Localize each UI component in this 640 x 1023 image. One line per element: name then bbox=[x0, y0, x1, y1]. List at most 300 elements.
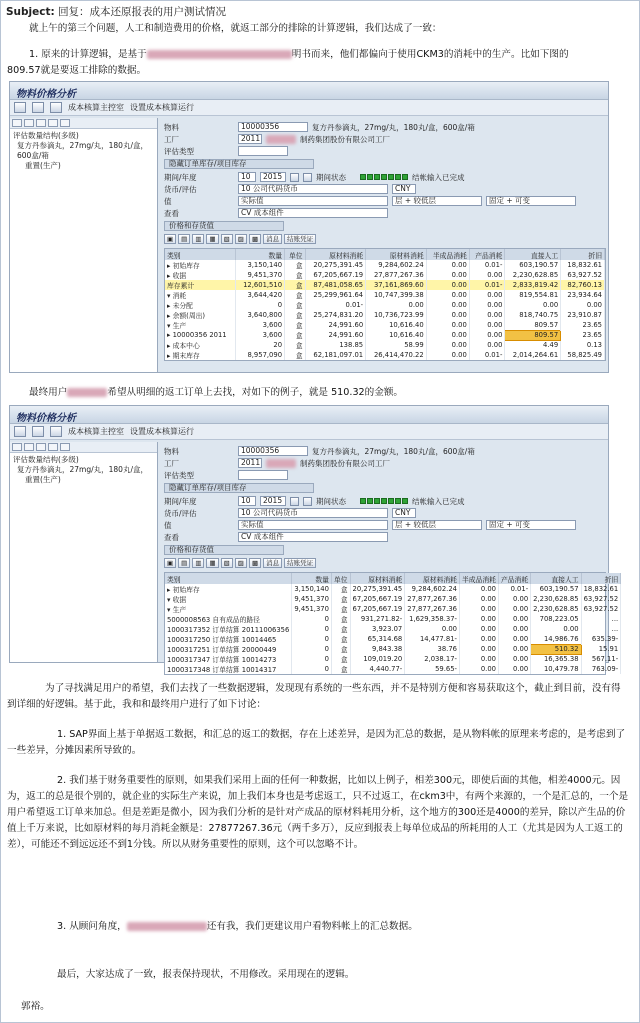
table-row[interactable] bbox=[165, 614, 621, 624]
table-cell: 3,640,800 bbox=[236, 310, 285, 320]
table-cell: 3,600 bbox=[236, 330, 285, 340]
grid-tool-icon[interactable]: ▣ bbox=[164, 234, 176, 244]
table-cell: 9,451,370 bbox=[292, 594, 332, 604]
column-header[interactable]: 产品消耗 bbox=[498, 573, 530, 584]
table-cell: 763.09- bbox=[581, 664, 621, 674]
table-row[interactable] bbox=[165, 350, 605, 360]
column-header[interactable]: 类别 bbox=[165, 573, 292, 584]
column-header[interactable]: 原材料消耗 bbox=[350, 573, 405, 584]
toolbar-costing-cockpit[interactable]: 成本核算主控室 bbox=[68, 103, 124, 112]
table-cell: 37,161,869.60 bbox=[366, 280, 427, 290]
grid-toolbar bbox=[164, 558, 316, 569]
redacted-text bbox=[147, 50, 292, 59]
toolbar-costing-run[interactable]: 设置成本核算运行 bbox=[130, 103, 194, 112]
tree-tool-icon[interactable] bbox=[12, 119, 22, 127]
column-header[interactable]: 折旧 bbox=[581, 573, 621, 584]
intro-paragraph: 就上午的第三个问题，人工和制造费用的价格，就返工部分的排除的计算逻辑，我们达成了一致： bbox=[29, 23, 442, 34]
back-icon[interactable] bbox=[14, 102, 26, 113]
status-lamps-icon bbox=[360, 174, 408, 180]
middle-paragraph bbox=[7, 385, 629, 401]
price-stock-group[interactable]: 价格和存货值 bbox=[164, 221, 284, 231]
grid-tool-icon[interactable]: ▨ bbox=[235, 558, 247, 568]
table-cell: 盒 bbox=[331, 584, 350, 594]
column-header[interactable]: 单位 bbox=[285, 249, 306, 260]
table-cell: 0.00 bbox=[459, 634, 498, 644]
find-paragraph: 为了寻找满足用户的希望，我们去找了一些数据逻辑，发现现有系统的一些东西，并不是特别方便和容易获取这个，截止到目前，没有得到详细的好逻辑。基于此，我和和最终用户进行了如下讨论： bbox=[7, 683, 621, 710]
table-cell: 盒 bbox=[285, 300, 306, 310]
table-cell: 24,991.60 bbox=[305, 320, 366, 330]
table-cell: 盒 bbox=[331, 644, 350, 654]
table-cell: 10,616.40 bbox=[366, 320, 427, 330]
table-cell: ▸ 初始库存 bbox=[165, 260, 236, 270]
table-cell: 27,877,267.36 bbox=[405, 604, 460, 614]
table-cell: 0.00 bbox=[498, 624, 530, 634]
grid-tool-icon[interactable]: ▦ bbox=[206, 558, 218, 568]
table-row[interactable] bbox=[165, 330, 605, 340]
table-cell: 0.01- bbox=[469, 260, 505, 270]
table-cell: 0 bbox=[292, 614, 332, 624]
redacted-text bbox=[127, 922, 207, 931]
table-row[interactable] bbox=[165, 584, 621, 594]
table-row[interactable] bbox=[165, 644, 621, 654]
table-cell: 2,038.17- bbox=[405, 654, 460, 664]
table-row[interactable] bbox=[165, 604, 621, 614]
table-cell: 67,205,667.19 bbox=[305, 270, 366, 280]
table-cell: 2,230,628.85 bbox=[531, 594, 581, 604]
table-cell: 9,451,370 bbox=[236, 270, 285, 280]
table-cell: 盒 bbox=[285, 270, 306, 280]
table-cell: 0 bbox=[292, 654, 332, 664]
value-label: 值 bbox=[164, 196, 172, 206]
table-cell: 23,910.87 bbox=[561, 310, 605, 320]
table-cell: 0.00 bbox=[459, 624, 498, 634]
period-label: 期间/年度 bbox=[164, 496, 197, 506]
status-text: 结帐输入已完成 bbox=[412, 496, 465, 506]
table-cell: 1000317347 订单结算 10014273 bbox=[165, 654, 292, 664]
table-cell: 0.00 bbox=[426, 280, 469, 290]
table-cell: 1000317250 订单结算 10014465 bbox=[165, 634, 292, 644]
table-cell: 9,843.38 bbox=[350, 644, 405, 654]
table-cell: 盒 bbox=[285, 310, 306, 320]
prev-period-icon[interactable] bbox=[290, 173, 299, 182]
table-cell: 10,616.40 bbox=[366, 330, 427, 340]
table-cell: ▸ 期末库存 bbox=[165, 350, 236, 360]
table-cell: 9,284,602.24 bbox=[405, 584, 460, 594]
subject-label: Subject: bbox=[6, 6, 55, 18]
table-row[interactable] bbox=[165, 634, 621, 644]
valtype-field[interactable] bbox=[238, 146, 288, 156]
table-cell: 盒 bbox=[331, 624, 350, 634]
column-header[interactable]: 半成品消耗 bbox=[426, 249, 469, 260]
table-cell: 0.00 bbox=[469, 320, 505, 330]
messages-button[interactable]: 消息 bbox=[263, 558, 282, 568]
column-header[interactable]: 原材料消耗 bbox=[405, 573, 460, 584]
table-cell: 库存累计 bbox=[165, 280, 236, 290]
table-cell: 18,832.61 bbox=[561, 260, 605, 270]
table-cell: 盒 bbox=[331, 664, 350, 674]
sap-2-toolbar bbox=[10, 424, 608, 440]
table-cell: 819,554.81 bbox=[505, 290, 561, 300]
grid-tool-icon[interactable]: ▣ bbox=[164, 558, 176, 568]
table-cell: 0.00 bbox=[459, 664, 498, 674]
valtype-field[interactable] bbox=[238, 470, 288, 480]
table-cell: ▾ 收据 bbox=[165, 594, 292, 604]
table-cell: 盒 bbox=[285, 320, 306, 330]
period-label: 期间/年度 bbox=[164, 172, 197, 182]
table-cell: 0.00 bbox=[469, 270, 505, 280]
column-header[interactable]: 直接人工 bbox=[505, 249, 561, 260]
table-cell: 2,014,264.61 bbox=[505, 350, 561, 360]
grid-tool-icon[interactable]: ▦ bbox=[206, 234, 218, 244]
table-cell: 109,019.20 bbox=[350, 654, 405, 664]
column-header[interactable]: 类别 bbox=[165, 249, 236, 260]
table-cell: 盒 bbox=[285, 260, 306, 270]
table-cell: 0.00 bbox=[531, 624, 581, 634]
table-cell: 0.01- bbox=[469, 350, 505, 360]
table-cell: ▸ 收据 bbox=[165, 270, 236, 280]
column-header[interactable]: 产品消耗 bbox=[469, 249, 505, 260]
column-header[interactable]: 折旧 bbox=[561, 249, 605, 260]
currency-field[interactable]: 10 公司代码货币 bbox=[238, 184, 388, 194]
sap-2-grid bbox=[164, 572, 619, 675]
material-field[interactable]: 10000356 bbox=[238, 446, 308, 456]
point-3-paragraph bbox=[7, 919, 629, 935]
table-cell: 0.00 bbox=[459, 614, 498, 624]
plant-desc: 制药集团股份有限公司工厂 bbox=[300, 134, 390, 144]
table-cell: 0.00 bbox=[426, 340, 469, 350]
table-cell: 0.00 bbox=[426, 320, 469, 330]
plant-label: 工厂 bbox=[164, 134, 179, 144]
column-header[interactable]: 数量 bbox=[292, 573, 332, 584]
year-field[interactable]: 2015 bbox=[260, 496, 286, 506]
tree-icon[interactable] bbox=[32, 426, 44, 437]
table-cell: 58,825.49 bbox=[561, 350, 605, 360]
table-cell: 27,877,267.36 bbox=[405, 594, 460, 604]
grid-tool-icon[interactable]: ▨ bbox=[235, 234, 247, 244]
value-label: 值 bbox=[164, 520, 172, 530]
table-cell: 0.00 bbox=[505, 300, 561, 310]
year-field[interactable]: 2015 bbox=[260, 172, 286, 182]
table-cell: 38.76 bbox=[405, 644, 460, 654]
closing-doc-button[interactable]: 结账凭证 bbox=[284, 558, 316, 568]
table-row[interactable] bbox=[165, 270, 605, 280]
fixed-select[interactable]: 固定 + 可变 bbox=[486, 520, 576, 530]
order-stock-toggle[interactable]: 隐藏订单库存/项目库存 bbox=[164, 483, 314, 493]
table-cell: 盒 bbox=[331, 654, 350, 664]
table-cell: 0 bbox=[292, 644, 332, 654]
table-cell: ... bbox=[581, 614, 621, 624]
grid-tool-icon[interactable]: ▧ bbox=[221, 234, 233, 244]
table-cell: 58.99 bbox=[366, 340, 427, 350]
tree-tool-icon[interactable] bbox=[60, 443, 70, 451]
point-1-paragraph bbox=[7, 47, 629, 63]
middle-text-b: 希望从明细的返工订单上去找，对如下的例子，就是 510.32的金额。 bbox=[107, 387, 404, 398]
grid-tool-icon[interactable]: ▤ bbox=[178, 234, 190, 244]
table-row[interactable] bbox=[165, 280, 605, 290]
table-cell: 567.11- bbox=[581, 654, 621, 664]
tree-tool-icon[interactable] bbox=[24, 119, 34, 127]
table-cell: 82,760.13 bbox=[561, 280, 605, 290]
table-cell: 10,747,399.38 bbox=[366, 290, 427, 300]
point-1-text-b: 明书而来，他们都偏向于使用CKM3的消耗中的生产。比如下图的 bbox=[291, 49, 569, 60]
table-cell: 0.13 bbox=[561, 340, 605, 350]
table-cell: 0.00 bbox=[469, 330, 505, 340]
table-cell: 931,271.82- bbox=[350, 614, 405, 624]
table-cell: 14,986.76 bbox=[531, 634, 581, 644]
table-cell: 16,365.38 bbox=[531, 654, 581, 664]
table-row[interactable] bbox=[165, 320, 605, 330]
table-cell: 67,205,667.19 bbox=[350, 594, 405, 604]
table-cell: 0.00 bbox=[426, 330, 469, 340]
grid-tool-icon[interactable]: ▩ bbox=[249, 558, 261, 568]
table-cell: 635.39- bbox=[581, 634, 621, 644]
column-header[interactable]: 单位 bbox=[331, 573, 350, 584]
table-cell: 23.65 bbox=[561, 320, 605, 330]
table-cell: 14,477.81- bbox=[405, 634, 460, 644]
next-period-icon[interactable] bbox=[303, 497, 312, 506]
table-cell: 盒 bbox=[331, 604, 350, 614]
grid-tool-icon[interactable]: ▩ bbox=[249, 234, 261, 244]
table-cell: 708,223.05 bbox=[531, 614, 581, 624]
view-label: 查看 bbox=[164, 532, 179, 542]
table-cell: 62,181,097.01 bbox=[305, 350, 366, 360]
plant-field[interactable]: 2011 bbox=[238, 134, 262, 144]
value-select[interactable]: 实际值 bbox=[238, 520, 388, 530]
sap-window-2 bbox=[9, 405, 619, 674]
table-row[interactable] bbox=[165, 654, 621, 664]
table-cell: 3,600 bbox=[236, 320, 285, 330]
redacted-text bbox=[266, 459, 296, 468]
toolbar-costing-run[interactable]: 设置成本核算运行 bbox=[130, 427, 194, 436]
status-lamps-icon bbox=[360, 498, 408, 504]
order-stock-toggle[interactable]: 隐藏订单库存/项目库存 bbox=[164, 159, 314, 169]
grid-tool-icon[interactable]: ▤ bbox=[178, 558, 190, 568]
table-cell: 0.00 bbox=[405, 624, 460, 634]
next-period-icon[interactable] bbox=[303, 173, 312, 182]
table-cell: 0.00 bbox=[366, 300, 427, 310]
table-cell: 63,927.52 bbox=[561, 270, 605, 280]
redacted-text bbox=[266, 135, 296, 144]
refresh-icon[interactable] bbox=[50, 102, 62, 113]
table-cell: ▾ 生产 bbox=[165, 320, 236, 330]
table-cell: 0.00 bbox=[426, 270, 469, 280]
tree-tool-icon[interactable] bbox=[24, 443, 34, 451]
tree-tool-icon[interactable] bbox=[36, 443, 46, 451]
table-cell: ▸ 未分配 bbox=[165, 300, 236, 310]
column-header[interactable]: 直接人工 bbox=[531, 573, 581, 584]
back-icon[interactable] bbox=[14, 426, 26, 437]
view-select[interactable]: CV 成本组件 bbox=[238, 532, 388, 542]
valtype-label: 评估类型 bbox=[164, 470, 194, 480]
column-header[interactable]: 原材料消耗 bbox=[305, 249, 366, 260]
table-cell: ... bbox=[581, 624, 621, 634]
table-cell: 0.01- bbox=[469, 280, 505, 290]
table-cell: 603,190.57 bbox=[531, 584, 581, 594]
point-1-text-a: 1. 原来的计算逻辑，是基于 bbox=[29, 49, 147, 60]
table-cell: 809.57 bbox=[505, 320, 561, 330]
table-row[interactable] bbox=[165, 290, 605, 300]
sap-2-detail-pane bbox=[160, 442, 619, 674]
material-field[interactable]: 10000356 bbox=[238, 122, 308, 132]
sap-1-title: 物料价格分析 bbox=[10, 82, 608, 100]
plant-field[interactable]: 2011 bbox=[238, 458, 262, 468]
table-cell: ▸ 初始库存 bbox=[165, 584, 292, 594]
sap-1-tree-pane bbox=[10, 118, 158, 372]
material-label: 物料 bbox=[164, 122, 179, 132]
table-cell: 26,414,470.22 bbox=[366, 350, 427, 360]
sap-2-title: 物料价格分析 bbox=[10, 406, 608, 424]
table-cell: 0 bbox=[292, 664, 332, 674]
table-cell: 2,230,628.85 bbox=[531, 604, 581, 614]
currency-field[interactable]: 10 公司代码货币 bbox=[238, 508, 388, 518]
tree-tool-icon[interactable] bbox=[48, 119, 58, 127]
table-cell: 12,601,510 bbox=[236, 280, 285, 290]
layer-select[interactable]: 层 + 较低层 bbox=[392, 196, 482, 206]
messages-button[interactable]: 消息 bbox=[263, 234, 282, 244]
tree-root-node[interactable]: 复方丹参滴丸，27mg/丸，180丸/盒，600盒/箱 bbox=[17, 141, 148, 160]
table-cell: 2,230,628.85 bbox=[505, 270, 561, 280]
sap-1-toolbar bbox=[10, 100, 608, 116]
closing-doc-button[interactable]: 结账凭证 bbox=[284, 234, 316, 244]
table-cell: 0 bbox=[292, 624, 332, 634]
table-cell: 0.00 bbox=[426, 260, 469, 270]
period-field[interactable]: 10 bbox=[238, 496, 256, 506]
table-cell: 25,274,831.20 bbox=[305, 310, 366, 320]
table-cell: 9,284,602.24 bbox=[366, 260, 427, 270]
table-cell: 20,275,391.45 bbox=[305, 260, 366, 270]
table-cell: 盒 bbox=[285, 280, 306, 290]
closing-paragraph: 最后，大家达成了一致，报表保持现状，不用修改。采用现在的逻辑。 bbox=[57, 969, 355, 980]
prev-period-icon[interactable] bbox=[290, 497, 299, 506]
table-cell: 盒 bbox=[285, 290, 306, 300]
tree-tool-icon[interactable] bbox=[48, 443, 58, 451]
table-cell: 23,934.64 bbox=[561, 290, 605, 300]
redacted-text bbox=[67, 388, 107, 397]
column-header[interactable]: 数量 bbox=[236, 249, 285, 260]
sap-1-grid bbox=[164, 248, 606, 361]
table-cell: 59.65- bbox=[405, 664, 460, 674]
table-cell: 1,629,358.37- bbox=[405, 614, 460, 624]
table-cell: 0.00 bbox=[469, 300, 505, 310]
material-desc: 复方丹参滴丸，27mg/丸，180丸/盒，600盒/箱 bbox=[312, 446, 475, 456]
material-label: 物料 bbox=[164, 446, 179, 456]
point-3-text-a: 3. 从顾问角度， bbox=[57, 921, 127, 932]
table-cell: 0.00 bbox=[459, 594, 498, 604]
table-cell: 15.91 bbox=[581, 644, 621, 654]
table-row[interactable] bbox=[165, 340, 605, 350]
table-cell: 3,150,140 bbox=[236, 260, 285, 270]
sap-2-tree-pane bbox=[10, 442, 158, 662]
grid-tool-icon[interactable]: ▧ bbox=[221, 558, 233, 568]
grid-toolbar bbox=[164, 234, 316, 245]
tree-tool-icon[interactable] bbox=[60, 119, 70, 127]
table-cell: 0.00 bbox=[459, 604, 498, 614]
table-cell: 0.00 bbox=[426, 300, 469, 310]
status-label: 期间状态 bbox=[316, 172, 346, 182]
table-cell: 1000317352 订单结算 20111006356 bbox=[165, 624, 292, 634]
table-cell: 10,479.78 bbox=[531, 664, 581, 674]
table-row[interactable] bbox=[165, 260, 605, 270]
table-row[interactable] bbox=[165, 664, 621, 674]
point-1-continuation: 809.57就是要返工排除的数据。 bbox=[7, 65, 147, 76]
table-cell: 0.00 bbox=[561, 300, 605, 310]
value-select[interactable]: 实际值 bbox=[238, 196, 388, 206]
table-cell: 0.01- bbox=[305, 300, 366, 310]
tree-tool-icon[interactable] bbox=[36, 119, 46, 127]
table-cell: 9,451,370 bbox=[292, 604, 332, 614]
table-cell: 23.65 bbox=[561, 330, 605, 340]
table-cell: 1000317348 订单结算 10014317 bbox=[165, 664, 292, 674]
table-cell: 0.00 bbox=[498, 614, 530, 624]
table-row[interactable] bbox=[165, 624, 621, 634]
signature: 郭裕。 bbox=[21, 1001, 50, 1012]
table-row[interactable] bbox=[165, 594, 621, 604]
tree-icon[interactable] bbox=[32, 102, 44, 113]
table-cell: 87,481,058.65 bbox=[305, 280, 366, 290]
currency-label: 货币/评估 bbox=[164, 184, 197, 194]
table-cell: 盒 bbox=[285, 350, 306, 360]
table-cell: 0.00 bbox=[459, 644, 498, 654]
tree-title: 评估数量结构(多级) bbox=[13, 455, 79, 464]
table-cell: 8,957,090 bbox=[236, 350, 285, 360]
table-row[interactable] bbox=[165, 310, 605, 320]
toolbar-costing-cockpit[interactable]: 成本核算主控室 bbox=[68, 427, 124, 436]
table-cell: 809.57 bbox=[505, 330, 561, 340]
table-cell: 24,991.60 bbox=[305, 330, 366, 340]
table-cell: 20,275,391.45 bbox=[350, 584, 405, 594]
table-cell: 63,927.52 bbox=[581, 594, 621, 604]
tree-child-node[interactable]: 重置(生产) bbox=[25, 475, 61, 484]
point-3-text-b: 还有我，我们更建议用户看物料帐上的汇总数据。 bbox=[206, 921, 418, 932]
currency-code: CNY bbox=[392, 184, 416, 194]
layer-select[interactable]: 层 + 较低层 bbox=[392, 520, 482, 530]
table-cell: ▾ 生产 bbox=[165, 604, 292, 614]
table-cell: 0.00 bbox=[498, 664, 530, 674]
tree-tool-icon[interactable] bbox=[12, 443, 22, 451]
view-select[interactable]: CV 成本组件 bbox=[238, 208, 388, 218]
grid-tool-icon[interactable]: ▥ bbox=[192, 558, 204, 568]
subject-text: 回复：成本还原报表的用户测试情况 bbox=[58, 6, 227, 18]
table-cell: ▸ 余额(周出) bbox=[165, 310, 236, 320]
status-text: 结帐输入已完成 bbox=[412, 172, 465, 182]
middle-text-a: 最终用户 bbox=[29, 387, 68, 398]
table-cell: 10,736,723.99 bbox=[366, 310, 427, 320]
price-stock-group[interactable]: 价格和存货值 bbox=[164, 545, 284, 555]
table-cell: 0.00 bbox=[469, 310, 505, 320]
grid-tool-icon[interactable]: ▥ bbox=[192, 234, 204, 244]
table-cell: 0.01- bbox=[498, 584, 530, 594]
tree-root-node[interactable]: 复方丹参滴丸，27mg/丸，180丸/盒， bbox=[17, 465, 148, 474]
table-cell: 0.00 bbox=[498, 604, 530, 614]
table-cell: 0.00 bbox=[498, 644, 530, 654]
table-cell: 65,314.68 bbox=[350, 634, 405, 644]
table-cell: 盒 bbox=[331, 614, 350, 624]
table-cell: 0.00 bbox=[469, 340, 505, 350]
period-field[interactable]: 10 bbox=[238, 172, 256, 182]
table-cell: 3,150,140 bbox=[292, 584, 332, 594]
refresh-icon[interactable] bbox=[50, 426, 62, 437]
valtype-label: 评估类型 bbox=[164, 146, 194, 156]
table-cell: 510.32 bbox=[531, 644, 581, 654]
table-cell: 603,190.57 bbox=[505, 260, 561, 270]
table-cell: 2,833,819.42 bbox=[505, 280, 561, 290]
column-header[interactable]: 半成品消耗 bbox=[459, 573, 498, 584]
column-header[interactable]: 原材料消耗 bbox=[366, 249, 427, 260]
fixed-select[interactable]: 固定 + 可变 bbox=[486, 196, 576, 206]
tree-child-node[interactable]: 重置(生产) bbox=[25, 161, 61, 170]
table-row[interactable] bbox=[165, 300, 605, 310]
table-cell: 1000317251 订单结算 20000449 bbox=[165, 644, 292, 654]
